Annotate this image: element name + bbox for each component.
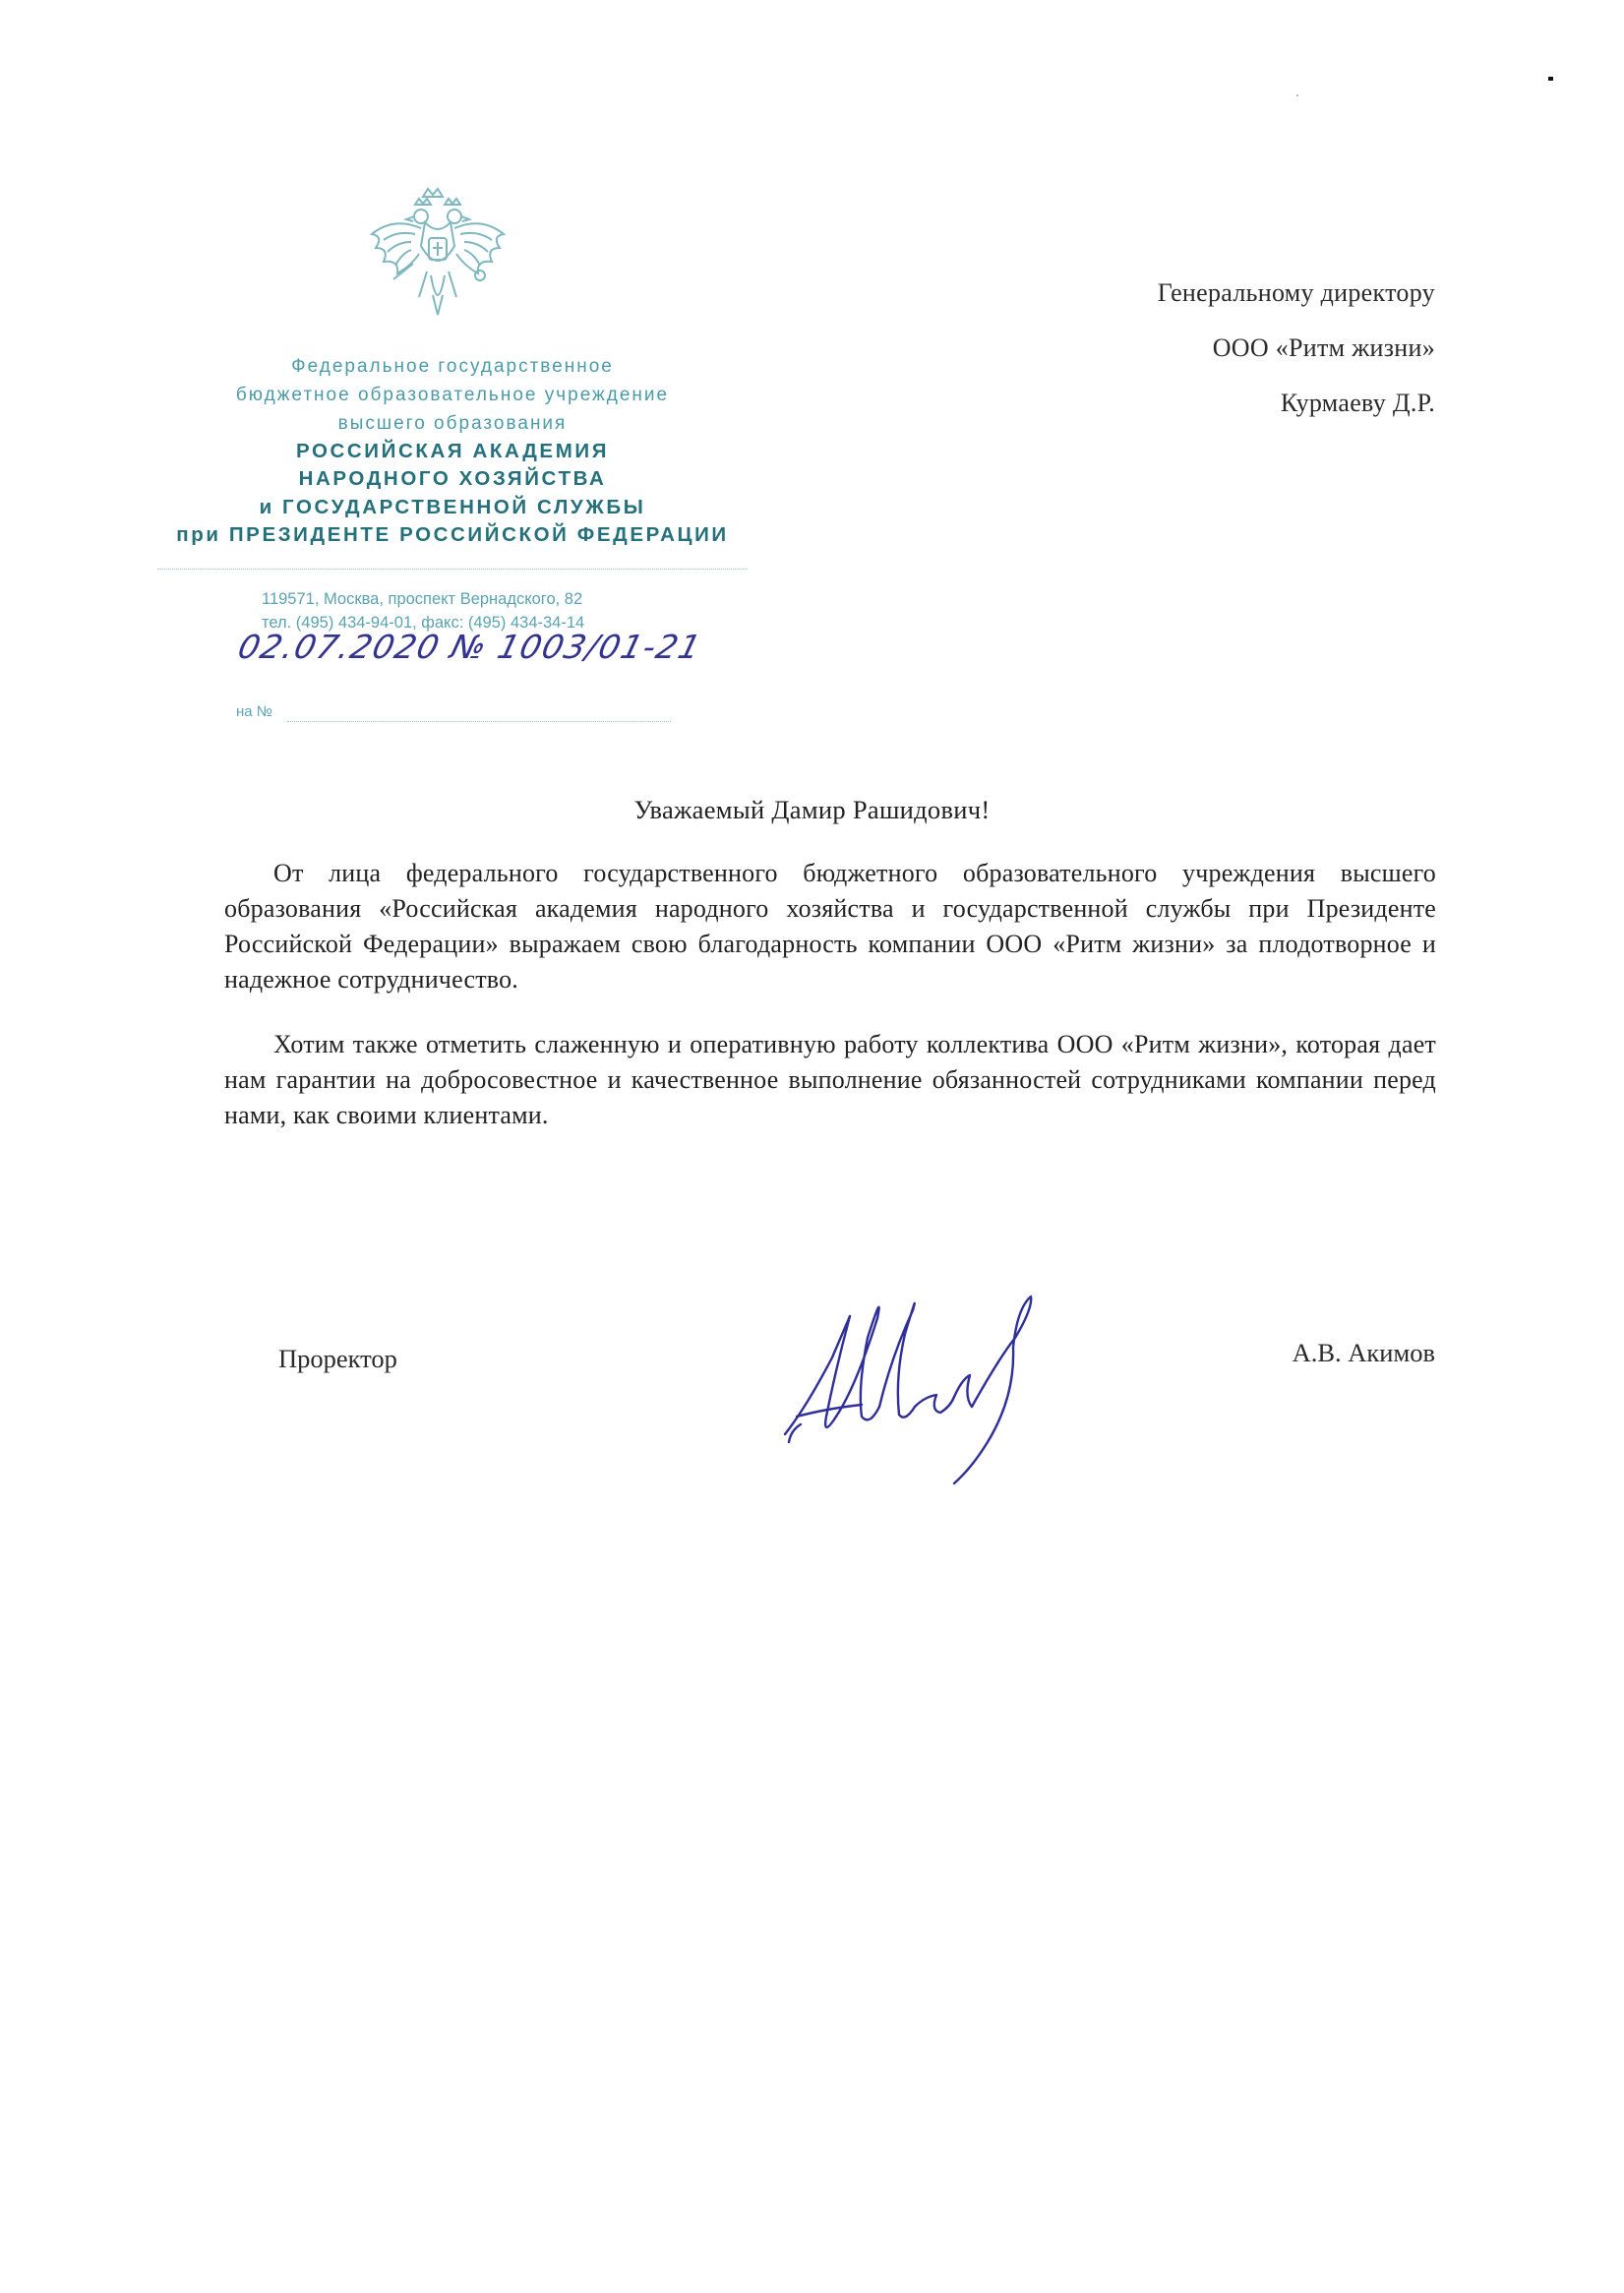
addressee-name: Курмаеву Д.Р. [1280, 389, 1435, 417]
org-line-bold: и ГОСУДАРСТВЕННОЙ СЛУЖБЫ [259, 496, 646, 518]
paragraph-text: От лица федерального государственного бюджетного образовательного учреждения высшего образования «Российская академия народного хозяйства и государственной службы при Президенте Российской Федерации» выражаем свою благодарность компании ООО «Ритм жизни» за плодотворное и надежное сотрудничество. [224, 859, 1436, 994]
reply-to-label: на № [236, 703, 272, 720]
paragraph-text: Хотим также отметить слаженную и оперативную работу коллектива ООО «Ритм жизни», которая дает нам гарантии на добросовестное и качественное выполнение обязанностей сотрудниками компании перед нами, как своими клиентами. [224, 1030, 1436, 1129]
org-phone-fax: тел. (495) 434-94-01, факс: (495) 434-34-14 [262, 614, 585, 632]
body-paragraph [224, 1027, 1436, 1133]
handwritten-signature [767, 1249, 1053, 1495]
org-line-light: высшего образования [337, 413, 568, 434]
letterhead-divider [157, 569, 748, 570]
addressee-block [1158, 266, 1435, 431]
salutation: Уважаемый Дамир Рашидович! [633, 795, 991, 824]
reply-to-line [287, 721, 671, 722]
scan-speck [1548, 77, 1553, 81]
signatory-name: А.В. Акимов [1292, 1338, 1435, 1367]
addressee-position: Генеральному директору [1157, 278, 1435, 307]
org-line-bold: при ПРЕЗИДЕНТЕ РОССИЙСКОЙ ФЕДЕРАЦИИ [176, 523, 729, 546]
org-line-bold: НАРОДНОГО ХОЗЯЙСТВА [298, 467, 607, 490]
addressee-company: ООО «Ритм жизни» [1212, 333, 1435, 362]
org-line-bold: РОССИЙСКАЯ АКАДЕМИЯ [295, 440, 610, 462]
body-paragraph [224, 856, 1436, 997]
signatory-title: Проректор [278, 1344, 397, 1373]
org-address: 119571, Москва, проспект Вернадского, 82 [262, 590, 583, 608]
org-line-light: бюджетное образовательное учреждение [235, 385, 670, 405]
registration-number-handwritten: 02.07.2020 № 1003/01-21 [234, 628, 706, 666]
scan-speck [1296, 94, 1298, 96]
org-line-light: Федеральное государственное [291, 356, 614, 377]
double-headed-eagle-emblem [354, 177, 521, 334]
